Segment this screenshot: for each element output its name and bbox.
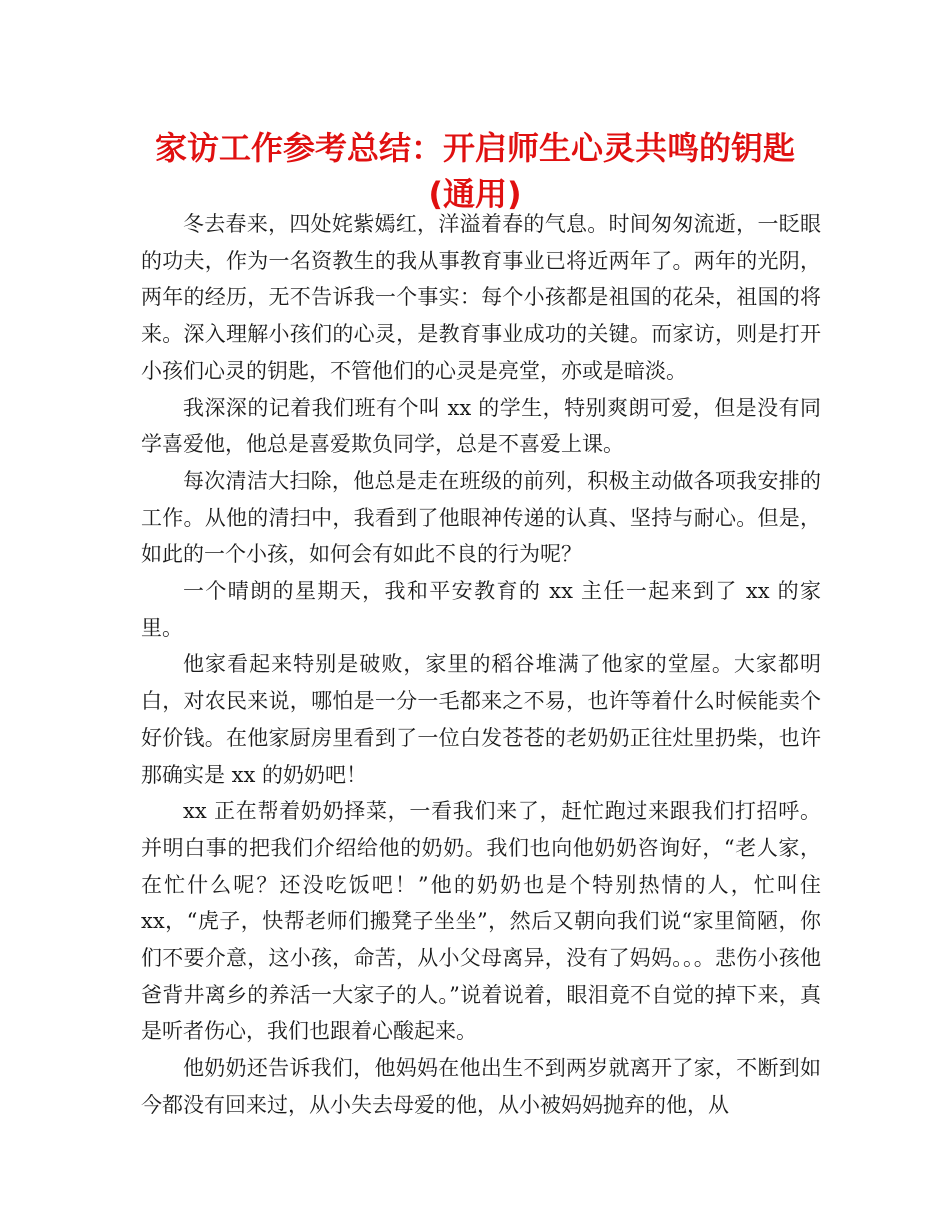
- document-title-line2: (通用): [428, 175, 522, 213]
- document-body: [141, 206, 821, 1124]
- paragraph: 他奶奶还告诉我们，他妈妈在他出生不到两岁就离开了家，不断到如今都没有回来过，从小失去母爱的他，从小被妈妈抛弃的他，从: [141, 1056, 821, 1117]
- paragraph: xx 正在帮着奶奶择菜，一看我们来了，赶忙跑过来跟我们打招呼。并明白事的把我们介绍给他的奶奶。我们也向他奶奶咨询好，“老人家，在忙什么呢？还没吃饭吧！”他的奶奶也是个特别热情的人，忙叫住 xx，“虎子，快帮老师们搬凳子坐坐”，然后又朝向我们说“家里简陋，你们不要介意，这小孩，命苦，从小父母离异，没有了妈妈。。。悲伤小孩他爸背井离乡的养活一大家子的人。”说着说着，眼泪竟不自觉的掉下来，真是听者伤心，我们也跟着心酸起来。: [141, 799, 821, 1044]
- paragraph: 一个晴朗的星期天，我和平安教育的 xx 主任一起来到了 xx 的家里。: [141, 579, 821, 640]
- document-title-line1: 家访工作参考总结：开启师生心灵共鸣的钥匙: [154, 129, 795, 167]
- paragraph: 每次清洁大扫除，他总是走在班级的前列，积极主动做各项我安排的工作。从他的清扫中，我看到了他眼神传递的认真、坚持与耐心。但是，如此的一个小孩，如何会有如此不良的行为呢？: [141, 468, 821, 567]
- paragraph: 冬去春来，四处姹紫嫣红，洋溢着春的气息。时间匆匆流逝，一眨眼的功夫，作为一名资教生的我从事教育事业已将近两年了。两年的光阴，两年的经历，无不告诉我一个事实：每个小孩都是祖国的花朵，祖国的将来。深入理解小孩们的心灵，是教育事业成功的关键。而家访，则是打开小孩们心灵的钥匙，不管他们的心灵是亮堂，亦或是暗淡。: [141, 212, 821, 383]
- paragraph: 我深深的记着我们班有个叫 xx 的学生，特别爽朗可爱，但是没有同学喜爱他，他总是喜爱欺负同学，总是不喜爱上课。: [141, 395, 821, 457]
- paragraph: 他家看起来特别是破败，家里的稻谷堆满了他家的堂屋。大家都明白，对农民来说，哪怕是一分一毛都来之不易，也许等着什么时候能卖个好价钱。在他家厨房里看到了一位白发苍苍的老奶奶正往灶里扔柴，也许那确实是 xx 的奶奶吧！: [141, 652, 821, 787]
